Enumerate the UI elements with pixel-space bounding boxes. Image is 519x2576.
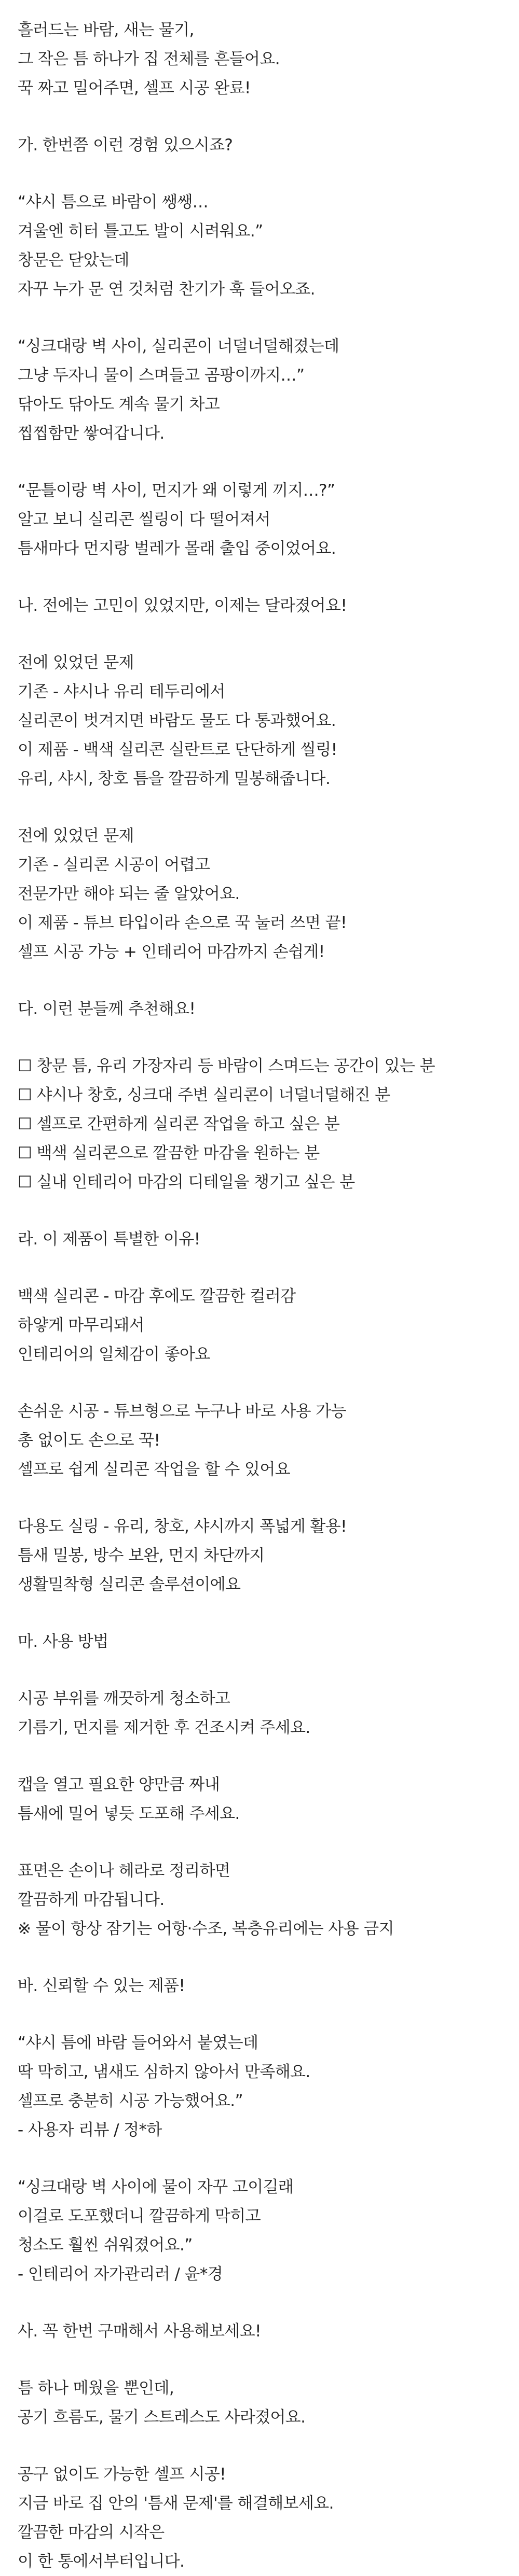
- paragraph-gap: [18, 620, 506, 648]
- text-line: 찝찝함만 쌓여갑니다.: [18, 424, 165, 443]
- text-line: 마. 사용 방법: [18, 1632, 108, 1651]
- paragraph-gap: [18, 1197, 506, 1225]
- text-line: ☐ 샤시나 창호, 싱크대 주변 실리콘이 너덜너덜해진 분: [18, 1086, 390, 1104]
- paragraph-gap: [18, 2145, 506, 2173]
- text-line: ☐ 실내 인테리어 마감의 디테일을 챙기고 싶은 분: [18, 1173, 355, 1192]
- paragraph-gap: [18, 1024, 506, 1052]
- text-line: 다용도 실링 - 유리, 창호, 샤시까지 폭넓게 활용!: [18, 1517, 347, 1536]
- text-line: 딱 막히고, 냄새도 심하지 않아서 만족해요.: [18, 2063, 310, 2081]
- paragraph-gap: [18, 103, 506, 131]
- paragraph: [18, 1397, 506, 1484]
- text-line: 겨울엔 히터 틀고도 발이 시려워요.”: [18, 222, 263, 241]
- paragraph: [18, 995, 506, 1024]
- text-line: 청소도 훨씬 쉬워졌어요.”: [18, 2236, 193, 2255]
- text-line: “싱크대랑 벽 사이에 물이 자꾸 고이길래: [18, 2178, 294, 2196]
- text-line: 나. 전에는 고민이 있었지만, 이제는 달라졌어요!: [18, 596, 347, 615]
- text-line: 총 없이도 손으로 꾹!: [18, 1431, 160, 1450]
- paragraph: [18, 332, 506, 448]
- paragraph-gap: [18, 1254, 506, 1282]
- paragraph-gap: [18, 563, 506, 591]
- text-line: ☐ 창문 틈, 유리 가장자리 등 바람이 스며드는 공간이 있는 분: [18, 1057, 435, 1075]
- paragraph-gap: [18, 1828, 506, 1856]
- paragraph-gap: [18, 793, 506, 821]
- text-line: “샤시 틈으로 바람이 쌩쌩…: [18, 193, 209, 212]
- paragraph: [18, 648, 506, 793]
- text-line: 그냥 두자니 물이 스며들고 곰팡이까지…”: [18, 366, 305, 385]
- text-line: 자꾸 누가 문 연 것처럼 찬기가 훅 들어오죠.: [18, 280, 315, 299]
- paragraph: [18, 1971, 506, 2000]
- paragraph: [18, 16, 506, 103]
- paragraph-gap: [18, 1656, 506, 1684]
- text-line: “문틀이랑 벽 사이, 먼지가 왜 이렇게 끼지…?”: [18, 481, 335, 500]
- text-line: 실리콘이 벗겨지면 바람도 물도 다 통과했어요.: [18, 711, 336, 730]
- text-line: 틈새에 밀어 넣듯 도포해 주세요.: [18, 1804, 240, 1823]
- text-line: 틈 하나 메웠을 뿐인데,: [18, 2379, 174, 2398]
- paragraph-gap: [18, 2289, 506, 2317]
- text-line: 사. 꼭 한번 구매해서 사용해보세요!: [18, 2322, 261, 2341]
- paragraph-gap: [18, 304, 506, 332]
- paragraph-gap: [18, 1599, 506, 1627]
- text-line: ☐ 백색 실리콘으로 깔끔한 마감을 원하는 분: [18, 1144, 320, 1163]
- paragraph-gap: [18, 160, 506, 188]
- text-line: ☐ 셀프로 간편하게 실리콘 작업을 하고 싶은 분: [18, 1115, 340, 1133]
- text-line: 기름기, 먼지를 제거한 후 건조시켜 주세요.: [18, 1718, 310, 1737]
- text-line: 이걸로 도포했더니 깔끔하게 막히고: [18, 2207, 261, 2225]
- paragraph: [18, 1225, 506, 1254]
- text-line: 흘러드는 바람, 새는 물기,: [18, 21, 194, 39]
- paragraph-gap: [18, 2000, 506, 2028]
- text-line: “싱크대랑 벽 사이, 실리콘이 너덜너덜해졌는데: [18, 337, 339, 356]
- paragraph: [18, 1512, 506, 1599]
- text-line: 다. 이런 분들께 추천해요!: [18, 1000, 196, 1018]
- paragraph-gap: [18, 1742, 506, 1770]
- paragraph-gap: [18, 1484, 506, 1512]
- text-line: 인테리어의 일체감이 좋아요: [18, 1345, 210, 1364]
- paragraph: [18, 1282, 506, 1369]
- text-line: 틈새마다 먼지랑 벌레가 몰래 출입 중이었어요.: [18, 539, 336, 558]
- text-line: 전에 있었던 문제: [18, 653, 134, 672]
- text-line: 라. 이 제품이 특별한 이유!: [18, 1230, 200, 1249]
- text-line: 알고 보니 실리콘 씰링이 다 떨어져서: [18, 510, 270, 529]
- text-line: 셀프로 쉽게 실리콘 작업을 할 수 있어요: [18, 1460, 291, 1479]
- paragraph-gap: [18, 2432, 506, 2460]
- text-line: 기존 - 샤시나 유리 테두리에서: [18, 682, 225, 701]
- text-line: 기존 - 실리콘 시공이 어렵고: [18, 856, 210, 874]
- text-line: 셀프 시공 가능 + 인테리어 마감까지 손쉽게!: [18, 943, 325, 961]
- text-line: 전에 있었던 문제: [18, 827, 134, 845]
- text-line: 전문가만 해야 되는 줄 알았어요.: [18, 885, 240, 903]
- text-line: 백색 실리콘 - 마감 후에도 깔끔한 컬러감: [18, 1287, 296, 1306]
- paragraph: [18, 2374, 506, 2432]
- text-line: 유리, 샤시, 창호 틈을 깔끔하게 밀봉해줍니다.: [18, 769, 331, 788]
- paragraph: [18, 476, 506, 563]
- text-line: 이 제품 - 튜브 타입이라 손으로 꾹 눌러 쓰면 끝!: [18, 914, 347, 932]
- paragraph-gap: [18, 1943, 506, 1971]
- paragraph: [18, 2460, 506, 2576]
- text-line: 창문은 닫았는데: [18, 251, 129, 270]
- paragraph: [18, 591, 506, 620]
- text-line: 가. 한번쯤 이런 경험 있으시죠?: [18, 136, 233, 155]
- paragraph: [18, 2173, 506, 2289]
- paragraph: [18, 821, 506, 967]
- text-line: 바. 신뢰할 수 있는 제품!: [18, 1977, 185, 1995]
- paragraph: [18, 1684, 506, 1742]
- paragraph: [18, 1770, 506, 1828]
- text-line: 공구 없이도 가능한 셀프 시공!: [18, 2465, 226, 2484]
- text-line: 깔끔하게 마감됩니다.: [18, 1891, 165, 1909]
- text-line: 지금 바로 집 안의 '틈새 문제'를 해결해보세요.: [18, 2494, 334, 2513]
- text-line: 공기 흐름도, 물기 스트레스도 사라졌어요.: [18, 2408, 306, 2427]
- text-line: 틈새 밀봉, 방수 보완, 먼지 차단까지: [18, 1546, 265, 1565]
- text-line: 닦아도 닦아도 계속 물기 차고: [18, 395, 220, 414]
- paragraph: [18, 1627, 506, 1656]
- paragraph-gap: [18, 2346, 506, 2374]
- text-line: 하얗게 마무리돼서: [18, 1316, 145, 1335]
- text-line: 생활밀착형 실리콘 솔루션이에요: [18, 1575, 241, 1594]
- paragraph: [18, 2317, 506, 2346]
- text-line: 그 작은 틈 하나가 집 전체를 흔들어요.: [18, 50, 280, 68]
- text-line: 깔끔한 마감의 시작은: [18, 2523, 165, 2542]
- text-line: ※ 물이 항상 잠기는 어항·수조, 복층유리에는 사용 금지: [18, 1920, 394, 1938]
- text-line: 손쉬운 시공 - 튜브형으로 누구나 바로 사용 가능: [18, 1402, 346, 1421]
- text-line: - 인테리어 자가관리러 / 윤*경: [18, 2265, 223, 2284]
- text-line: 이 한 통에서부터입니다.: [18, 2552, 185, 2571]
- paragraph: [18, 1052, 506, 1197]
- text-line: 셀프로 충분히 시공 가능했어요.”: [18, 2092, 243, 2110]
- paragraph: [18, 1856, 506, 1943]
- text-line: “샤시 틈에 바람 들어와서 붙였는데: [18, 2034, 258, 2052]
- paragraph-gap: [18, 448, 506, 476]
- text-line: - 사용자 리뷰 / 정*하: [18, 2121, 162, 2139]
- paragraph: [18, 188, 506, 304]
- text-line: 꾹 짜고 밀어주면, 셀프 시공 완료!: [18, 79, 251, 97]
- product-description: [18, 16, 506, 2576]
- paragraph-gap: [18, 967, 506, 995]
- text-line: 캡을 열고 필요한 양만큼 짜내: [18, 1775, 220, 1794]
- paragraph-gap: [18, 1369, 506, 1397]
- paragraph: [18, 2028, 506, 2145]
- text-line: 표면은 손이나 헤라로 정리하면: [18, 1861, 230, 1880]
- text-line: 시공 부위를 깨끗하게 청소하고: [18, 1689, 230, 1708]
- text-line: 이 제품 - 백색 실리콘 실란트로 단단하게 씰링!: [18, 740, 337, 759]
- paragraph: [18, 131, 506, 160]
